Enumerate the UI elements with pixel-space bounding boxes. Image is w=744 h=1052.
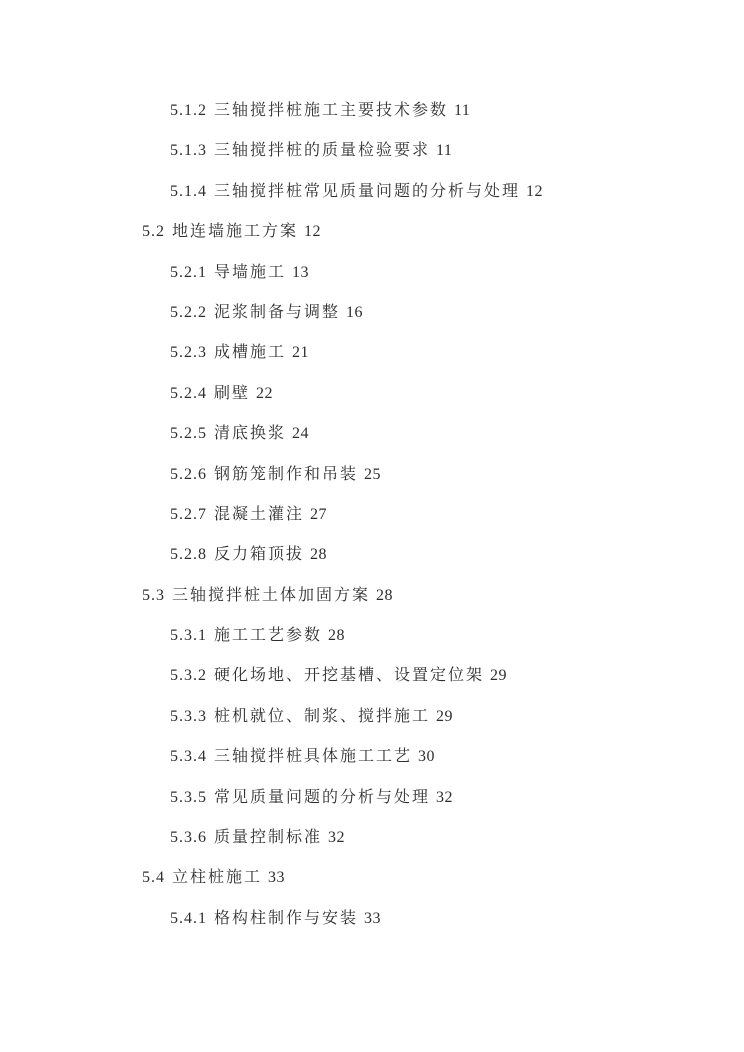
toc-entry xyxy=(0,374,744,414)
toc-entry-page-number: 11 xyxy=(436,142,453,160)
toc-entry-title: 格构柱制作与安装 xyxy=(214,909,359,927)
toc-entry-page-number: 28 xyxy=(328,627,346,645)
toc-entry xyxy=(0,656,744,696)
toc-entry xyxy=(0,293,744,333)
toc-entry-page-number: 21 xyxy=(292,344,310,362)
toc-entry xyxy=(0,697,744,737)
toc-entry-number: 5.2.1 xyxy=(170,263,207,281)
toc-entry-title: 清底换浆 xyxy=(214,425,287,443)
toc-entry-number: 5.3.6 xyxy=(170,829,207,847)
toc-entry-page-number: 12 xyxy=(304,223,322,241)
toc-entry-title: 泥浆制备与调整 xyxy=(214,303,341,321)
toc-entry-page-number: 32 xyxy=(328,829,346,847)
toc-entry-number: 5.2.5 xyxy=(170,425,207,443)
toc-entry-number: 5.4 xyxy=(142,869,165,887)
toc-entry xyxy=(0,131,744,171)
toc-entry-title: 立柱桩施工 xyxy=(172,869,263,887)
toc-entry-title: 质量控制标准 xyxy=(214,829,323,847)
toc-entry-title: 常见质量问题的分析与处理 xyxy=(214,788,431,806)
toc-entry-number: 5.3 xyxy=(142,586,165,604)
toc-entry-number: 5.1.2 xyxy=(170,102,207,119)
toc-entry xyxy=(0,212,744,252)
toc-entry-number: 5.1.4 xyxy=(170,182,207,200)
toc-entry-title: 三轴搅拌桩具体施工工艺 xyxy=(214,748,413,766)
toc-entry-title: 导墙施工 xyxy=(214,263,287,281)
toc-entry xyxy=(0,172,744,212)
toc-entry-number: 5.3.3 xyxy=(170,707,207,725)
toc-entry-number: 5.3.4 xyxy=(170,748,207,766)
toc-entry xyxy=(0,333,744,373)
toc-entry xyxy=(0,576,744,616)
toc-entry-page-number: 28 xyxy=(376,586,394,604)
toc-entry-number: 5.2.6 xyxy=(170,465,207,483)
toc-entry-title: 三轴搅拌桩施工主要技术参数 xyxy=(214,102,449,119)
toc-entry-number: 5.3.2 xyxy=(170,667,207,685)
toc-entry xyxy=(0,495,744,535)
toc-entry-page-number: 16 xyxy=(346,303,364,321)
toc-entry-title: 成槽施工 xyxy=(214,344,287,362)
table-of-contents xyxy=(0,91,744,939)
toc-entry-number: 5.2.2 xyxy=(170,303,207,321)
toc-entry xyxy=(0,414,744,454)
toc-entry xyxy=(0,535,744,575)
toc-entry-number: 5.2.3 xyxy=(170,344,207,362)
toc-entry xyxy=(0,899,744,939)
toc-entry-page-number: 12 xyxy=(526,182,544,200)
toc-entry-page-number: 32 xyxy=(436,788,454,806)
toc-entry-page-number: 33 xyxy=(268,869,286,887)
toc-entry xyxy=(0,455,744,495)
toc-entry-number: 5.2.8 xyxy=(170,546,207,564)
toc-entry xyxy=(0,91,744,131)
toc-entry-number: 5.2.7 xyxy=(170,505,207,523)
toc-entry-page-number: 27 xyxy=(310,505,328,523)
toc-entry xyxy=(0,858,744,898)
toc-entry-page-number: 33 xyxy=(364,909,382,927)
toc-entry-number: 5.2.4 xyxy=(170,384,207,402)
toc-entry xyxy=(0,818,744,858)
toc-entry-page-number: 25 xyxy=(364,465,382,483)
toc-entry xyxy=(0,778,744,818)
toc-entry-page-number: 28 xyxy=(310,546,328,564)
toc-entry-number: 5.4.1 xyxy=(170,909,207,927)
toc-entry xyxy=(0,616,744,656)
toc-entry-title: 三轴搅拌桩的质量检验要求 xyxy=(214,142,431,160)
toc-entry-title: 反力箱顶拔 xyxy=(214,546,305,564)
toc-entry-page-number: 29 xyxy=(490,667,508,685)
toc-entry-page-number: 24 xyxy=(292,425,310,443)
toc-entry-page-number: 11 xyxy=(454,102,471,119)
toc-entry-title: 地连墙施工方案 xyxy=(172,223,299,241)
toc-entry-page-number: 13 xyxy=(292,263,310,281)
toc-entry-title: 三轴搅拌桩土体加固方案 xyxy=(172,586,371,604)
toc-entry-page-number: 30 xyxy=(418,748,436,766)
toc-entry-title: 桩机就位、制浆、搅拌施工 xyxy=(214,707,431,725)
toc-entry-number: 5.1.3 xyxy=(170,142,207,160)
toc-entry xyxy=(0,737,744,777)
toc-entry xyxy=(0,253,744,293)
toc-entry-number: 5.3.5 xyxy=(170,788,207,806)
toc-entry-title: 施工工艺参数 xyxy=(214,627,323,645)
toc-entry-number: 5.3.1 xyxy=(170,627,207,645)
toc-entry-number: 5.2 xyxy=(142,223,165,241)
toc-entry-title: 三轴搅拌桩常见质量问题的分析与处理 xyxy=(214,182,521,200)
toc-entry-title: 刷壁 xyxy=(214,384,251,402)
toc-entry-title: 硬化场地、开挖基槽、设置定位架 xyxy=(214,667,485,685)
toc-entry-page-number: 22 xyxy=(256,384,274,402)
toc-entry-page-number: 29 xyxy=(436,707,454,725)
toc-entry-title: 混凝土灌注 xyxy=(214,505,305,523)
toc-entry-title: 钢筋笼制作和吊装 xyxy=(214,465,359,483)
